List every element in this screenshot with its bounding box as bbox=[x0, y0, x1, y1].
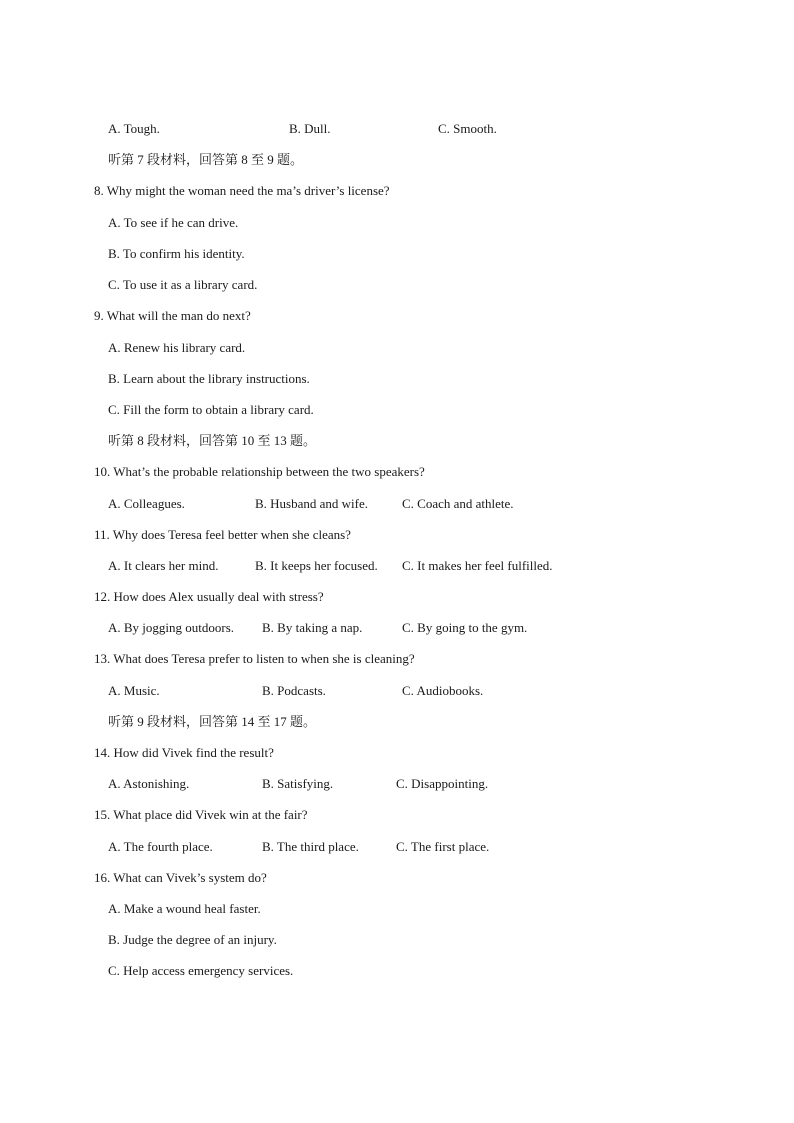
question-10: 10. What’s the probable relationship between the two speakers? bbox=[94, 464, 425, 479]
prev-question-option-b: B. Dull. bbox=[289, 121, 331, 136]
prev-question-option-a: A. Tough. bbox=[108, 121, 160, 136]
question-13: 13. What does Teresa prefer to listen to when she is cleaning? bbox=[94, 651, 415, 666]
question-9-option-b: B. Learn about the library instructions. bbox=[108, 371, 310, 386]
question-8-option-a: A. To see if he can drive. bbox=[108, 215, 239, 230]
question-12: 12. How does Alex usually deal with stress? bbox=[94, 589, 324, 604]
question-9-option-a: A. Renew his library card. bbox=[108, 340, 246, 355]
question-14: 14. How did Vivek find the result? bbox=[94, 745, 274, 760]
question-14-option-c: C. Disappointing. bbox=[396, 776, 489, 791]
question-14-option-a: A. Astonishing. bbox=[108, 776, 190, 791]
question-8: 8. Why might the woman need the ma’s driver’s license? bbox=[94, 183, 390, 198]
question-15-option-c: C. The first place. bbox=[396, 839, 490, 854]
question-15: 15. What place did Vivek win at the fair? bbox=[94, 807, 308, 822]
section-heading-8: 听第 8 段材料，回答第 10 至 13 题。 bbox=[108, 433, 317, 448]
question-8-option-c: C. To use it as a library card. bbox=[108, 277, 258, 292]
question-12-option-b: B. By taking a nap. bbox=[262, 620, 363, 635]
question-10-option-a: A. Colleagues. bbox=[108, 496, 185, 511]
question-8-option-b: B. To confirm his identity. bbox=[108, 246, 245, 261]
question-16-option-a: A. Make a wound heal faster. bbox=[108, 901, 261, 916]
question-10-option-c: C. Coach and athlete. bbox=[402, 496, 514, 511]
question-10-option-b: B. Husband and wife. bbox=[255, 496, 369, 511]
question-12-option-c: C. By going to the gym. bbox=[402, 620, 528, 635]
prev-question-option-c: C. Smooth. bbox=[438, 121, 497, 136]
question-13-option-b: B. Podcasts. bbox=[262, 683, 326, 698]
section-heading-9: 听第 9 段材料，回答第 14 至 17 题。 bbox=[108, 714, 317, 729]
question-9: 9. What will the man do next? bbox=[94, 308, 251, 323]
question-16-option-c: C. Help access emergency services. bbox=[108, 963, 294, 978]
question-12-option-a: A. By jogging outdoors. bbox=[108, 620, 235, 635]
question-15-option-a: A. The fourth place. bbox=[108, 839, 213, 854]
question-15-option-b: B. The third place. bbox=[262, 839, 359, 854]
question-16: 16. What can Vivek’s system do? bbox=[94, 870, 267, 885]
question-13-option-a: A. Music. bbox=[108, 683, 160, 698]
question-16-option-b: B. Judge the degree of an injury. bbox=[108, 932, 277, 947]
section-heading-7: 听第 7 段材料，回答第 8 至 9 题。 bbox=[108, 152, 304, 167]
question-11-option-a: A. It clears her mind. bbox=[108, 558, 219, 573]
question-13-option-c: C. Audiobooks. bbox=[402, 683, 484, 698]
question-11-option-b: B. It keeps her focused. bbox=[255, 558, 378, 573]
question-9-option-c: C. Fill the form to obtain a library card. bbox=[108, 402, 314, 417]
question-11: 11. Why does Teresa feel better when she cleans? bbox=[94, 527, 351, 542]
question-11-option-c: C. It makes her feel fulfilled. bbox=[402, 558, 553, 573]
question-14-option-b: B. Satisfying. bbox=[262, 776, 334, 791]
